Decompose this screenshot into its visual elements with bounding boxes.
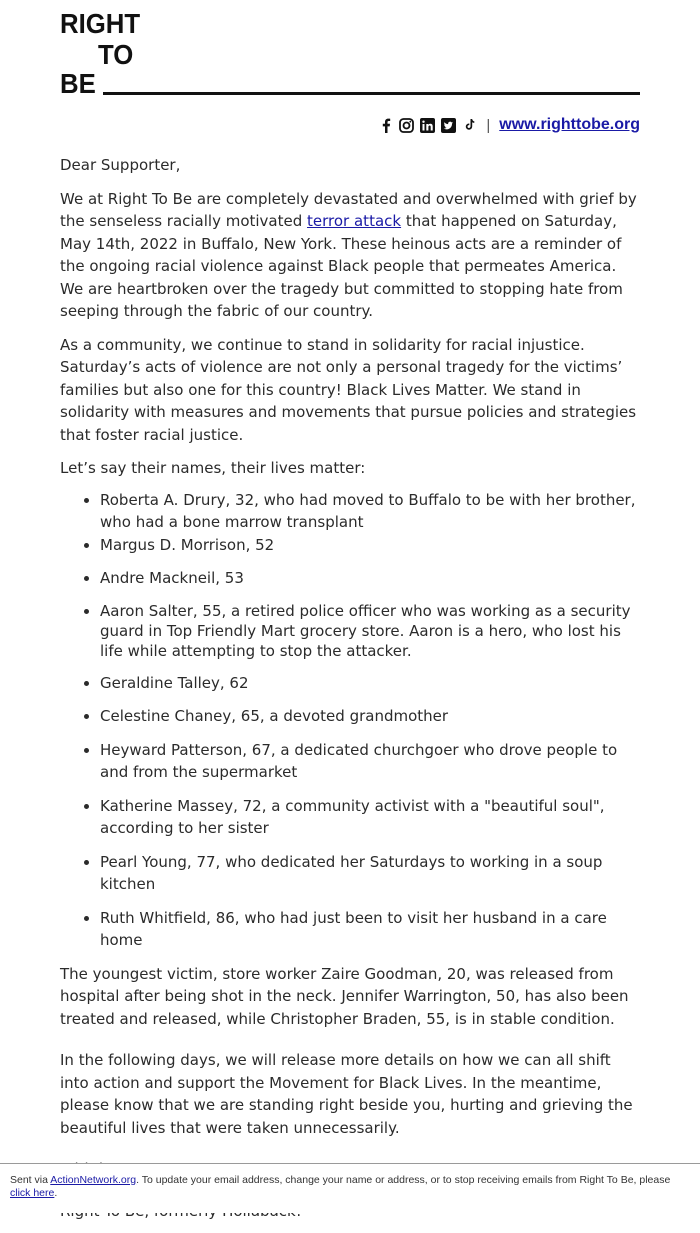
unsubscribe-link[interactable]: click here <box>10 1187 55 1199</box>
logo-line-right: RIGHT <box>60 8 141 39</box>
list-item: • Aaron Salter, 55, a retired police officer who was working as a security guard in Top Friendly Mart grocery store. Aaron is a hero, who lost his life while attempting to stop the attacker. <box>100 601 640 661</box>
website-link[interactable]: www.righttobe.org <box>499 116 640 133</box>
paragraph-survivors: The youngest victim, store worker Zaire Goodman, 20, was released from hospital after being shot in the neck. Jennifer Warrington, 50, has also been treated and released, while Christopher Braden, 55, is in stable condition. <box>60 964 629 1028</box>
logo-line-to: TO <box>98 39 134 70</box>
greeting: Dear Supporter, <box>60 156 181 174</box>
terror-attack-link[interactable]: terror attack <box>307 212 402 230</box>
list-item: • Ruth Whitfield, 86, who had just been to visit her husband in a care home <box>100 907 640 952</box>
list-item: • Pearl Young, 77, who dedicated her Saturdays to working in a soup kitchen <box>100 851 640 896</box>
letter-body <box>60 154 640 1233</box>
header-rule <box>103 92 640 95</box>
list-item: • Heyward Patterson, 67, a dedicated churchgoer who drove people to and from the supermarket <box>100 739 640 784</box>
facebook-icon[interactable] <box>378 118 393 133</box>
social-separator: | <box>486 116 491 134</box>
list-item: • Celestine Chaney, 65, a devoted grandmother <box>100 705 640 728</box>
list-item: • Roberta A. Drury, 32, who had moved to Buffalo to be with her brother, who had a bone marrow transplant <box>100 489 640 534</box>
list-item: • Margus D. Morrison, 52 <box>100 534 640 557</box>
social-links-bar <box>378 114 640 136</box>
list-item: • Geraldine Talley, 62 <box>100 672 640 695</box>
right-to-be-logo <box>60 10 140 100</box>
actionnetwork-link[interactable]: ActionNetwork.org <box>50 1174 137 1186</box>
instagram-icon[interactable] <box>399 118 414 133</box>
email-footer <box>0 1163 700 1213</box>
paragraph-solidarity: As a community, we continue to stand in solidarity for racial injustice. Saturday’s acts of violence are not only a personal tragedy for the victims’ families but also one for this country! Black Lives Matter. We stand in solidarity with measures and movements that pursue policies and strategies that foster racial justice. <box>60 335 637 444</box>
footer-text: Sent via ActionNetwork.org. To update your email address, change your name or address, or to stop receiving emails from Right To Be, please click here. <box>10 1174 671 1199</box>
list-item: • Katherine Massey, 72, a community activist with a "beautiful soul", according to her sister <box>100 795 640 840</box>
logo-line-be: BE <box>60 68 96 99</box>
linkedin-icon[interactable] <box>420 118 435 133</box>
tiktok-icon[interactable] <box>462 118 477 133</box>
paragraph-say-their-names: Let’s say their names, their lives matter: <box>60 459 366 477</box>
paragraph-intro: We at Right To Be are completely devastated and overwhelmed with grief by the senseless racially motivated terror attack that happened on Saturday, May 14th, 2022 in Buffalo, New York. These heinous acts are a reminder of the ongoing racial violence against Black people that permeates America. We are heartbroken over the tragedy but committed to stopping hate from seeping through the fabric of our country. <box>60 189 637 320</box>
victims-list <box>60 489 640 952</box>
twitter-icon[interactable] <box>441 118 456 133</box>
list-item: • Andre Mackneil, 53 <box>100 567 640 590</box>
paragraph-next-steps: In the following days, we will release more details on how we can all shift into action and support the Movement for Black Lives. In the meantime, please know that we are standing right beside you, hurting and grieving the beautiful lives that were taken unnecessarily. <box>60 1051 633 1137</box>
